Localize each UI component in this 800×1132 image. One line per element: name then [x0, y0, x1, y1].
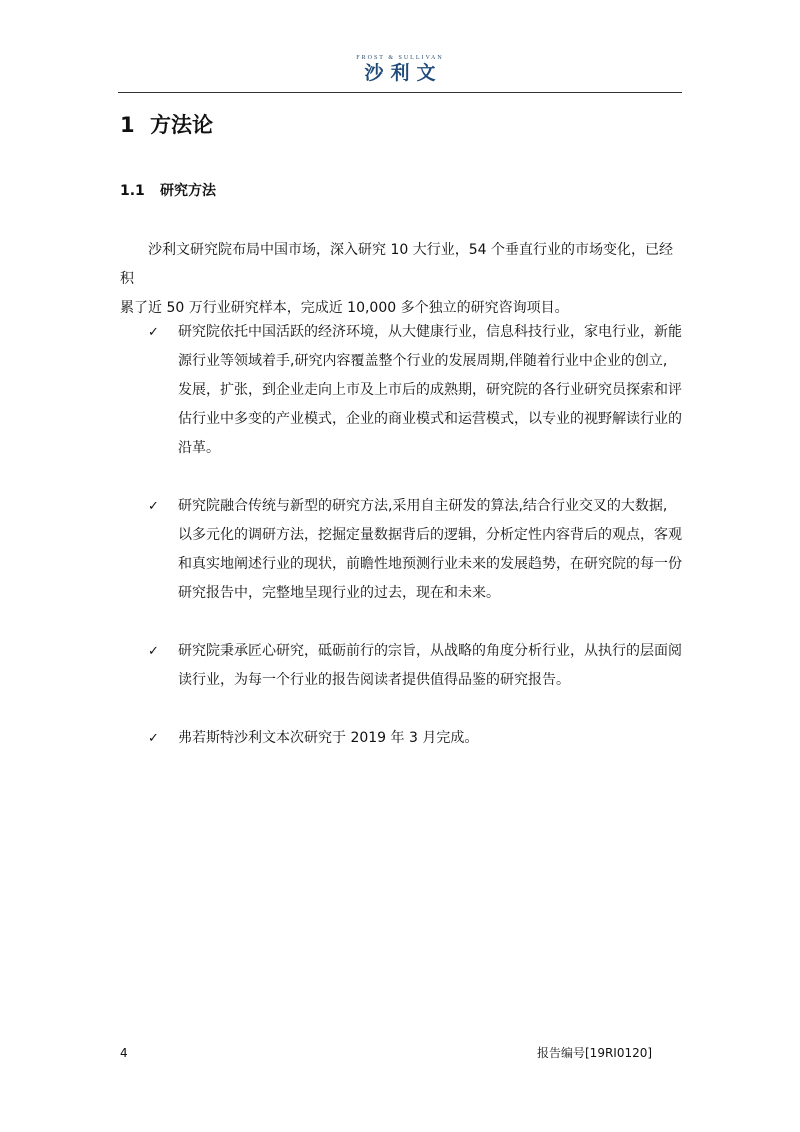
logo-chinese-text: 沙利文	[364, 62, 443, 84]
section-number: 1	[120, 113, 135, 137]
section-heading	[120, 112, 213, 138]
intro-paragraph	[120, 236, 682, 323]
subsection-heading	[120, 182, 216, 200]
intro-line: 沙利文研究院布局中国市场，深入研究 10 大行业，54 个垂直行业的市场变化，已经积	[120, 242, 673, 287]
bullet-line: 研究院融合传统与新型的研究方法,采用自主研发的算法,结合行业交叉的大数据,	[178, 498, 668, 514]
subsection-title: 研究方法	[160, 183, 216, 199]
bullet-line: 发展，扩张，到企业走向上市及上市后的成熟期，研究院的各行业研究员探索和评	[178, 382, 682, 398]
subsection-number: 1.1	[120, 183, 145, 199]
bullet-line: 研究院秉承匠心研究，砥砺前行的宗旨，从战略的角度分析行业，从执行的层面阅	[178, 643, 682, 659]
bullet-line: 沿革。	[178, 440, 220, 456]
check-icon: ✓	[148, 644, 159, 659]
bullet-line: 源行业等领域着手,研究内容覆盖整个行业的发展周期,伴随着行业中企业的创立,	[178, 353, 668, 369]
check-icon: ✓	[148, 499, 159, 514]
logo-english-text: FROST & SULLIVAN	[356, 55, 444, 61]
bullet-line: 读行业，为每一个行业的报告阅读者提供值得品鉴的研究报告。	[178, 672, 570, 688]
report-code: 报告编号[19RI0120]	[537, 1046, 653, 1060]
bullet-line: 弗若斯特沙利文本次研究于 2019 年 3 月完成。	[178, 730, 479, 746]
page-header	[118, 52, 682, 93]
bullet-line: 研究院依托中国活跃的经济环境，从大健康行业，信息科技行业，家电行业，新能	[178, 324, 682, 340]
bullet-item	[148, 318, 682, 463]
bullet-line: 研究报告中，完整地呈现行业的过去，现在和未来。	[178, 585, 500, 601]
bullet-item	[148, 724, 682, 753]
page-number: 4	[120, 1046, 128, 1060]
company-logo	[356, 54, 443, 84]
check-icon: ✓	[148, 731, 159, 746]
check-icon: ✓	[148, 325, 159, 340]
bullet-item	[148, 637, 682, 695]
intro-line: 累了近 50 万行业研究样本，完成近 10,000 多个独立的研究咨询项目。	[120, 300, 569, 316]
bullet-line: 估行业中多变的产业模式，企业的商业模式和运营模式，以专业的视野解读行业的	[178, 411, 682, 427]
bullet-list	[148, 318, 682, 782]
bullet-line: 以多元化的调研方法，挖掘定量数据背后的逻辑，分析定性内容背后的观点，客观	[178, 527, 682, 543]
bullet-item	[148, 492, 682, 608]
bullet-line: 和真实地阐述行业的现状，前瞻性地预测行业未来的发展趋势，在研究院的每一份	[178, 556, 682, 572]
section-title: 方法论	[150, 113, 213, 137]
